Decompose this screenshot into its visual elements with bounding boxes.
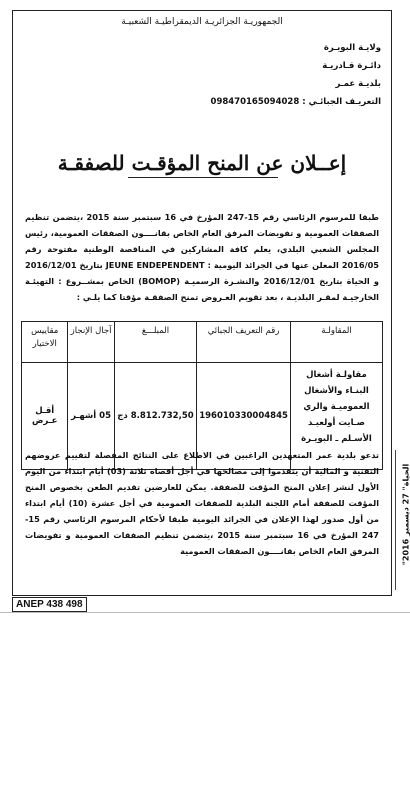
cell-duration: 05 أشهـر <box>68 363 114 470</box>
cell-criteria: أقـل عـرض <box>22 363 68 470</box>
daira-line: دائـرة قـادريـة <box>322 61 381 71</box>
notice-title: إعــلان عن المنح المؤقـت للصفقـة <box>57 151 347 175</box>
page-divider <box>0 612 410 613</box>
publication-side-label <box>395 450 410 590</box>
notice-frame <box>12 10 392 596</box>
cell-contractor: مقاولـة أشغال البنـاء والأشغال العموميـة والري صـايت أولعيـد الأسـلم ـ البويـرة <box>290 363 382 470</box>
anep-reference: ANEP 438 498 <box>12 597 87 612</box>
commune-line: بلديـة عمـر <box>335 79 381 89</box>
cell-amount: 8.812.732,50 دج <box>114 363 196 470</box>
award-table-header-row <box>22 322 383 363</box>
title-underline <box>128 177 278 178</box>
header-contractor: المقاولـة <box>290 322 382 363</box>
header-amount: المبلـــغ <box>114 322 196 363</box>
intro-paragraph: طبقا للمرسوم الرئاسي رقم 15-247 المؤرخ في 16 سبتمبر سنة 2015 ،يتضمن تنظيم الصفقات العمومية و تفويضات المرفق العام الخاص بقانــــون الصفقات العمومية، رئيس المجلس الشعبي البلدي، يعلم كافة المشاركين في المناقصة الوطنية مفتوحة رقم 2016/05 المعلن عنها في الجرائد اليومية : JEUNE ENDEPENDENT بتاريخ 2016/12/01 و الحياة بتاريخ 2016/12/01 والنشـرة الرسميـة (BOMOP) الخاص بمشــروع : التهيئـة الخارجيـة لمقـر البلديـة ، بعد تقويم العـروض تمنح الصفقـة مؤقتا كما يلـي : <box>25 212 379 302</box>
fiscal-id-line: التعريـف الجبائـي : 098470165094028 <box>210 97 381 107</box>
header-fiscal-number: رقم التعريف الجبائي <box>197 322 291 363</box>
closing-paragraph: تدعو بلدية عمر المتعهدين الراغبين في الاطلاع على النتائج المفصلة لتقييم عروضهم التقنية و المالية أن يتقدموا إلى مصالحها في أجل أقصاه ثلاثة (03) أيام ابتداء من اليوم الأول لنشر إعلان المنح المؤقت للصفقة. يمكن للعارضين تقديم الطعن بخصوص المنح المؤقت للصفقة أمام اللجنة البلدية للصفقات العمومية في أجل عشرة (10) أيام ابتداء من أول صدور لهذا الإعلان في الجرائد اليومية طبقا لأحكام المرسوم الرئاسي رقم 15-247 المؤرخ في 16 سبتمبر سنة 2015 ،يتضمن تنظيم الصفقات العمومية و تفويضات المرفق العام الخاص بقانــــون الصفقات العمومية <box>25 450 380 556</box>
side-label-text: "الحياة" 27 ديسمبر 2016 <box>401 463 410 566</box>
wilaya-line: ولايـة البويـرة <box>323 43 381 53</box>
cell-fiscal-number: 196010330004845 <box>197 363 291 470</box>
header-duration: آجال الإنجاز <box>68 322 114 363</box>
header-criteria: مقاييس الاختيار <box>22 322 68 363</box>
republic-header: الجمهوريـة الجزائريـة الديمقراطيـة الشعبيـة <box>121 17 283 27</box>
